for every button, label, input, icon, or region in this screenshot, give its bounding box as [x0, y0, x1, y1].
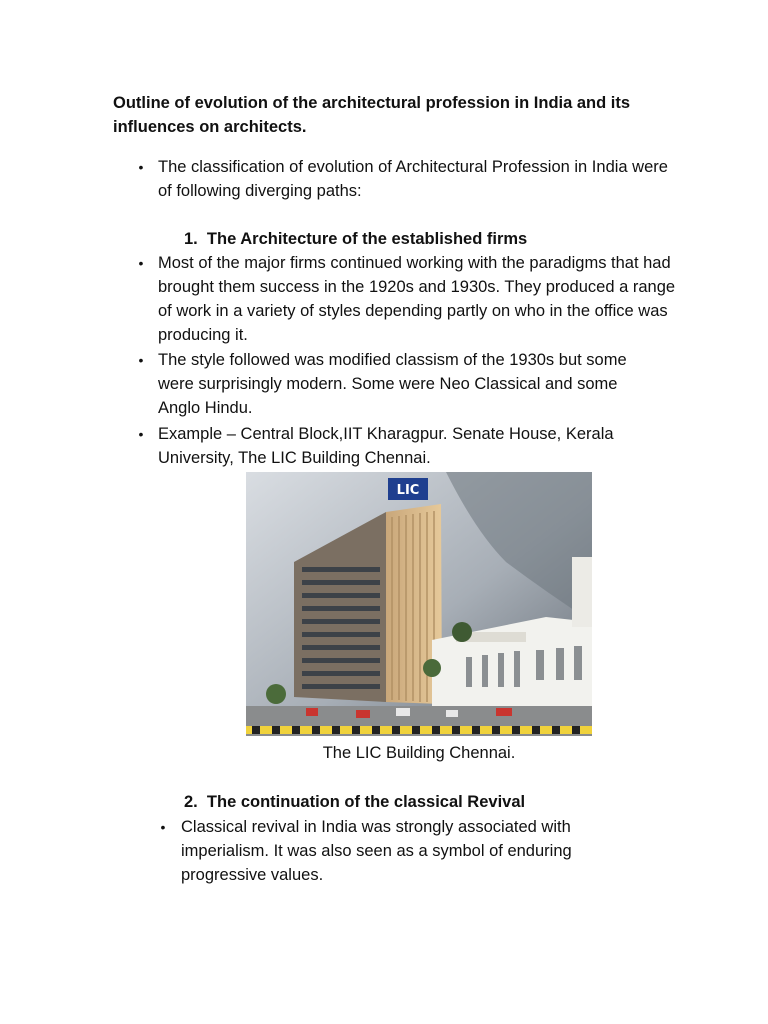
- lic-sign: LIC: [396, 483, 420, 498]
- intro-bullet-text: The classification of evolution of Architectural Profession in India were of following diverging paths:: [158, 158, 668, 200]
- bullet-marker: •: [138, 255, 144, 271]
- lic-building-photo: [246, 472, 592, 736]
- section-2-heading: 2. The continuation of the classical Revival: [184, 793, 526, 811]
- list-item-text: Most of the major firms continued working with the paradigms that had brought them success in the 1920s and 1930s. They produced a range of work in a variety of styles depending partly on who in the office was producing it.: [158, 254, 676, 344]
- bullet-marker: •: [138, 352, 144, 368]
- list-item-text: Classical revival in India was strongly associated with imperialism. It was also seen as a symbol of enduring progressive values.: [181, 818, 572, 884]
- bullet-marker: •: [160, 819, 166, 835]
- section-1-heading: 1. The Architecture of the established firms: [184, 230, 528, 248]
- document-title: Outline of evolution of the architectural profession in India and its influences on architects.: [113, 94, 631, 136]
- bullet-marker: •: [138, 426, 144, 442]
- figure-caption: The LIC Building Chennai.: [322, 744, 516, 762]
- list-item-text: The style followed was modified classism of the 1930s but some were surprisingly modern. Some were Neo Classical and some Anglo Hindu.: [158, 351, 627, 417]
- list-item-text: Example – Central Block,IIT Kharagpur. Senate House, Kerala University, The LIC Building Chennai.: [158, 425, 614, 467]
- bullet-marker: •: [138, 159, 144, 175]
